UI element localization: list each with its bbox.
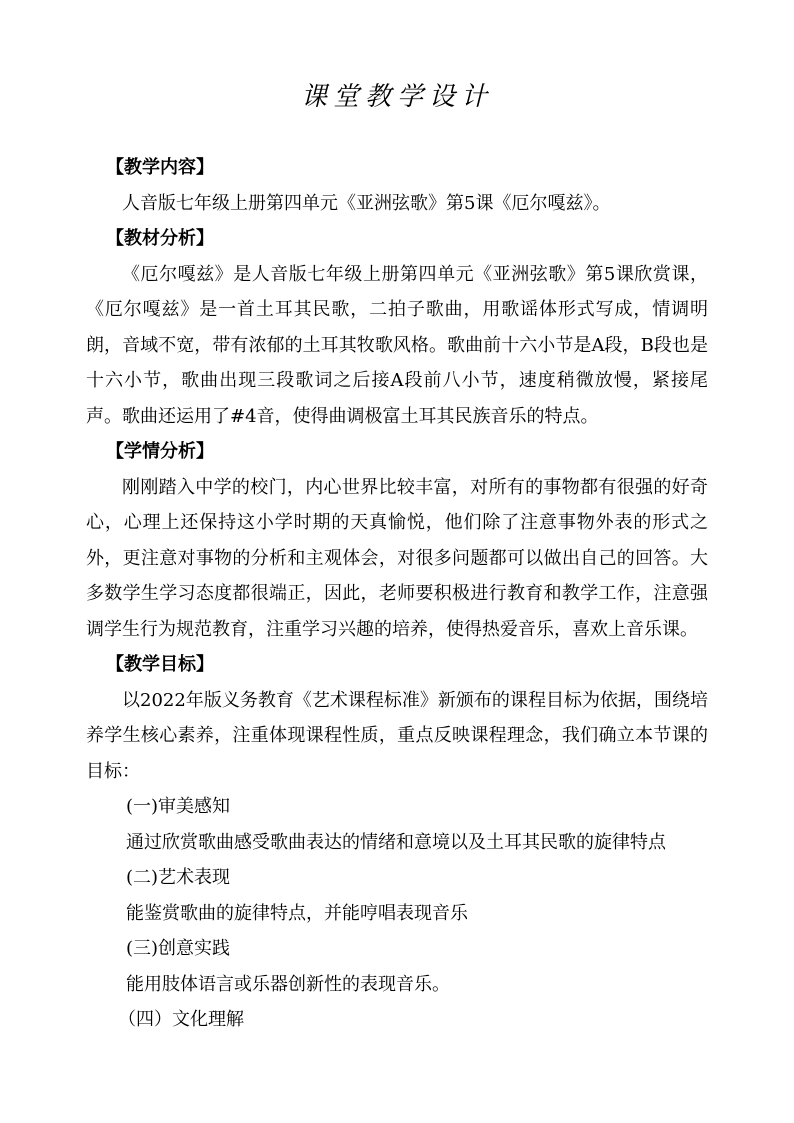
goal-3-text: 能用肢体语言或乐器创新性的表现音乐。 <box>126 973 450 995</box>
goal-4-title: （四）文化理解 <box>118 1009 244 1030</box>
goal-2-title: (二)艺术表现 <box>126 867 231 888</box>
page-title: 课堂教学设计 <box>300 82 493 112</box>
section-text-student: 刚刚踏入中学的校门，内心世界比较丰富，对所有的事物都有很强的好奇心，心理上还保持这小学时期的天真愉悦，他们除了注意事物外表的形式之外，更注意对事物的分析和主观体会，对很多问题都可以做出自己的回答。大多数学生学习态度都很端正，因此，老师要积极进行教育和教学工作，注意强调学生行为规范教育，注重学习兴趣的培养，使得热爱音乐，喜欢上音乐课。 <box>86 476 708 640</box>
section-text-content: 人音版七年级上册第四单元《亚洲弦歌》第5课《厄尔嘎兹》。 <box>122 192 611 214</box>
section-text-material: 《厄尔嘎兹》是人音版七年级上册第四单元《亚洲弦歌》第5课欣赏课，《厄尔嘎兹》是一首土耳其民歌，二拍子歌曲，用歌谣体形式写成，情调明朗，音域不宽，带有浓郁的土耳其牧歌风格。歌曲前十六小节是A段，B段也是十六小节，歌曲出现三段歌词之后接A段前八小节，速度稍微放慢，紧接尾声。歌曲还运用了#4音，使得曲调极富土耳其民族音乐的特点。 <box>86 263 708 427</box>
section-heading-content: 【教学内容】 <box>106 157 214 178</box>
section-heading-material: 【教材分析】 <box>106 228 214 249</box>
goal-1-title: (一)审美感知 <box>126 796 231 817</box>
document-body <box>86 150 708 1038</box>
section-text-goal: 以2022年版义务教育《艺术课程标准》新颁布的课程目标为依据，围绕培养学生核心素养，注重体现课程性质，重点反映课程理念，我们确立本节课的目标： <box>86 689 708 782</box>
goal-3-title: (三)创意实践 <box>126 938 231 959</box>
goal-2-text: 能鉴赏歌曲的旋律特点，并能哼唱表现音乐 <box>126 902 468 924</box>
section-heading-student: 【学情分析】 <box>106 441 214 462</box>
goal-1-text: 通过欣赏歌曲感受歌曲表达的情绪和意境以及土耳其民歌的旋律特点 <box>126 831 666 853</box>
section-heading-goal: 【教学目标】 <box>106 654 214 675</box>
